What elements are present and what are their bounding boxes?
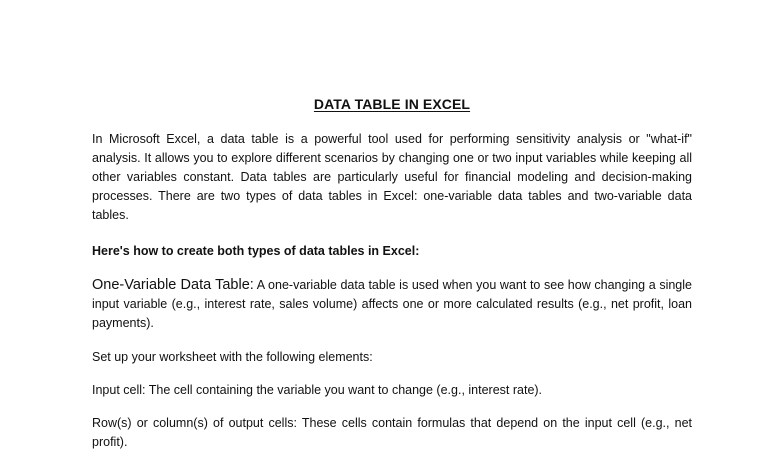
document-title: DATA TABLE IN EXCEL [313,96,471,112]
setup-paragraph: Set up your worksheet with the following elements: [92,350,373,364]
howto-heading: Here's how to create both types of data tables in Excel: [92,244,420,258]
output-cells-paragraph: Row(s) or column(s) of output cells: These cells contain formulas that depend on the input cell (e.g., net profit). [92,416,692,449]
one-variable-paragraph [92,276,692,333]
input-cell-paragraph: Input cell: The cell containing the variable you want to change (e.g., interest rate). [92,383,543,397]
intro-paragraph: In Microsoft Excel, a data table is a powerful tool used for performing sensitivity analysis or "what-if" analysis. It allows you to explore different scenarios by changing one or two input variables while keeping all other variables constant. Data tables are particularly useful for financial modeling and decision-making processes. There are two types of data tables in Excel: one-variable data tables and two-variable data tables. [92,132,692,222]
one-variable-heading: One-Variable Data Table: [92,277,254,293]
one-variable-text: A one-variable data table is used when you want to see how changing a single input variable (e.g., interest rate, sales volume) affects one or more calculated results (e.g., net profit, loan payments). [92,278,692,330]
